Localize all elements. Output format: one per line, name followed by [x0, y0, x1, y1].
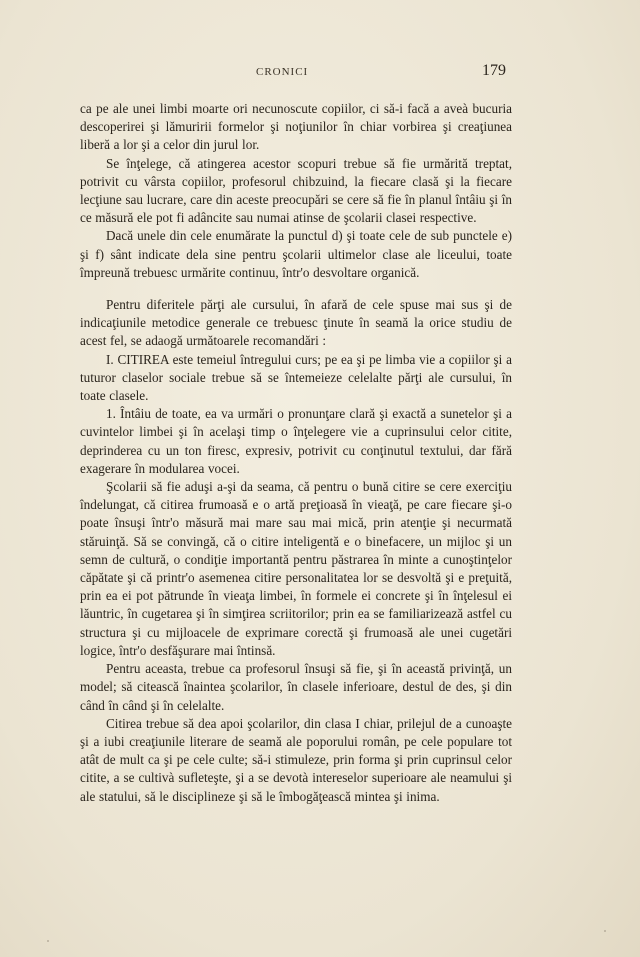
paragraph-points: Dacă unele din cele enumărate la punctul d) şi toate cele de sub punctele e) şi f) sânt indicate dela sine pentru şcolarii ultimelor clase ale liceului, toate împreună trebuesc urmărite continuu, într'o desvoltare organică. — [80, 228, 512, 280]
page-header — [0, 58, 640, 86]
body-text — [80, 100, 512, 806]
paper-speck — [604, 930, 606, 932]
paragraph-teacher: Pentru aceasta, trebue ca profesorul însuşi să fie, şi în această privinţă, un model; să citească înaintea şcolarilor, în clasele inferioare, destul de des, şi din când în când şi în celelalte. — [80, 661, 512, 713]
paragraph-recommendations: Pentru diferitele părţi ale cursului, în afară de cele spuse mai sus şi de indicaţiunile metodice generale ce trebuesc ţinute în seamă la orice studiu de acest fel, se adaogă următoarele recomandări : — [80, 297, 512, 349]
paragraph-reading-purpose: Citirea trebue să dea apoi şcolarilor, din clasa I chiar, prilejul de a cunoaşte şi a iubi creaţiunile literare de seamă ale poporului român, pe cele populare tot atât de mult ca şi pe cele culte; să-i stimuleze, prin forma şi prin cuprinsul celor citite, a se cultivà sufleteşte, şi a se devotà intereselor superioare ale neamului şi ale statului, să le disciplineze şi să le îmbogăţească mintea şi inima. — [80, 715, 512, 804]
paragraph-point-1: 1. Întâiu de toate, ea va urmări o pronunţare clară şi exactă a sunetelor şi a cuvintelor limbei şi în acelaşi timp o înţelegere vie a cuprinsului celor citite, deprinderea cu un ton firesc, expresiv, potrivit cu conţinutul textului, dar fără exagerare în modularea vocei. — [80, 406, 512, 476]
paper-speck — [47, 940, 49, 942]
paragraph-pupils: Şcolarii să fie aduşi a-şi da seama, că pentru o bună citire se cere exerciţiu îndelungat, că citirea frumoasă e o artă preţioasă în vieaţă, pe care fiecare şi-o poate însuşi într'o măsură mai mare sau mai mică, prin atenţie şi necurmată stăruinţă. Să se convingă, că o citire inteligentă e o binefacere, un mijloc şi un semn de cultură, o condiţie importantă pentru păstrarea în minte a cunoştinţelor căpătate şi că printr'o asemenea citire personalitatea lor se desvoltă şi e preţuită, prin ea ei pot pătrunde în vieaţa limbei, în formele ei concrete şi în înţelesul ei lăuntric, în cugetarea şi în simţirea scriitorilor; prin ea se familiarizează astfel cu structura şi cu mijloacele de exprimare corectă şi frumoasă ale unei cugetări logice, într'o desfăşurare mai întinsă. — [80, 479, 512, 658]
paragraph-continuation: ca pe ale unei limbi moarte ori necunoscute copiilor, ci să-i facă a aveà bucuria descoperirei şi lămuririi formelor şi noţiunilor în chiar vorbirea şi creaţiunea liberă a lor şi a celor din jurul lor. — [80, 101, 512, 153]
running-head: CRONICI — [256, 66, 309, 78]
page-number: 179 — [482, 62, 506, 79]
paragraph-citirea: I. CITIREA este temeiul întregului curs; pe ea şi pe limba vie a copiilor şi a tuturor claselor sociale trebue să se întemeieze celelalte părţi ale cursului, în toate clasele. — [80, 351, 512, 404]
paragraph-scopes: Se înţelege, că atingerea acestor scopuri trebue să fie urmărită treptat, potrivit cu vârsta copiilor, profesorul chibzuind, la fiecare clasă şi la fiecare lecţiune sau lucrare, care din aceste preocupări se cere să fie în planul întâiu şi în ce măsură ele pot fi adâncite sau numai atinse de şcolarii clasei respective. — [80, 155, 512, 226]
